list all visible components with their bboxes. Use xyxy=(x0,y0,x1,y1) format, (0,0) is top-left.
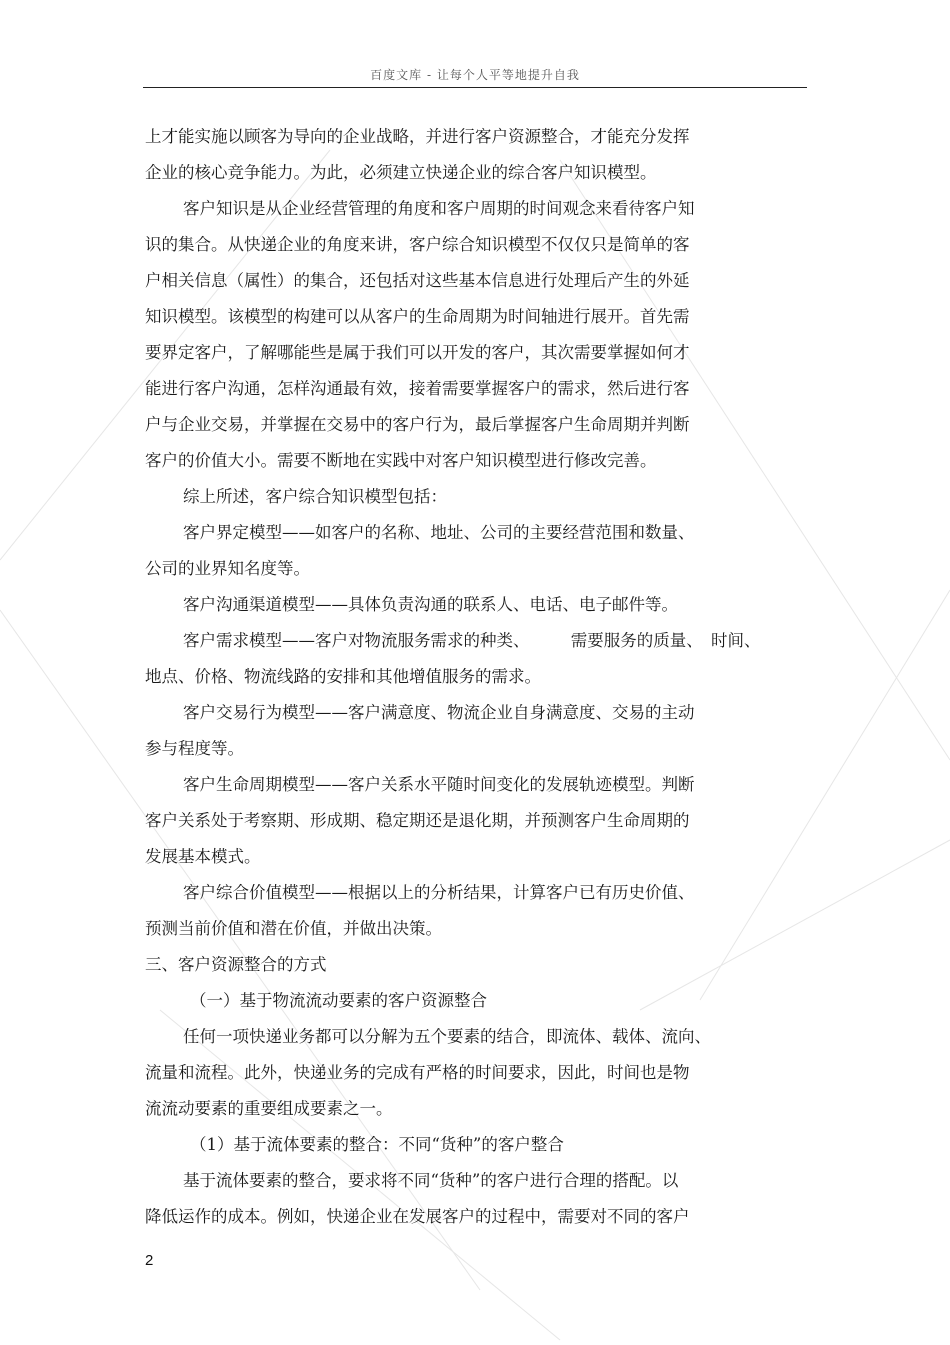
text-line: 综上所述，客户综合知识模型包括： xyxy=(183,487,447,506)
text-line: 企业的核心竞争能力。为此，必须建立快递企业的综合客户知识模型。 xyxy=(145,163,657,182)
text-line: 客户知识是从企业经营管理的角度和客户周期的时间观念来看待客户知 xyxy=(183,199,695,218)
text-line: 客户生命周期模型——客户关系水平随时间变化的发展轨迹模型。判断 xyxy=(183,775,695,794)
page-header: 百度文库 - 让每个人平等地提升自我 xyxy=(370,68,580,82)
text-line: 基于流体要素的整合，要求将不同“货种”的客户进行合理的搭配。以 xyxy=(183,1171,679,1190)
text-line: 能进行客户沟通，怎样沟通最有效，接着需要掌握客户的需求，然后进行客 xyxy=(145,379,690,398)
text-line: 识的集合。从快递企业的角度来讲，客户综合知识模型不仅仅只是简单的客 xyxy=(145,235,690,254)
text-line: 地点、价格、物流线路的安排和其他增值服务的需求。 xyxy=(145,667,541,686)
text-line: 户与企业交易，并掌握在交易中的客户行为，最后掌握客户生命周期并判断 xyxy=(145,415,690,434)
text-line: 客户界定模型——如客户的名称、地址、公司的主要经营范围和数量、 xyxy=(183,523,695,542)
text-line: 预测当前价值和潜在价值，并做出决策。 xyxy=(145,919,442,938)
text-line: 发展基本模式。 xyxy=(145,847,261,866)
text-line: 上才能实施以顾客为导向的企业战略，并进行客户资源整合，才能充分发挥 xyxy=(145,127,690,146)
text-line: 任何一项快递业务都可以分解为五个要素的结合，即流体、载体、流向、 xyxy=(183,1027,711,1046)
header-rule xyxy=(143,87,807,88)
text-line: 客户综合价值模型——根据以上的分析结果，计算客户已有历史价值、 xyxy=(183,883,695,902)
text-line: 知识模型。该模型的构建可以从客户的生命周期为时间轴进行展开。首先需 xyxy=(145,307,690,326)
text-line: 要界定客户，了解哪能些是属于我们可以开发的客户，其次需要掌握如何才 xyxy=(145,343,690,362)
page-number: 2 xyxy=(145,1252,154,1269)
text-line: 客户的价值大小。需要不断地在实践中对客户知识模型进行修改完善。 xyxy=(145,451,657,470)
text-line: 参与程度等。 xyxy=(145,739,244,758)
text-line: 流量和流程。此外，快递业务的完成有严格的时间要求，因此，时间也是物 xyxy=(145,1063,690,1082)
text-line: 流流动要素的重要组成要素之一。 xyxy=(145,1099,393,1118)
text-line: 客户交易行为模型——客户满意度、物流企业自身满意度、交易的主动 xyxy=(183,703,695,722)
text-line: 客户沟通渠道模型——具体负责沟通的联系人、电话、电子邮件等。 xyxy=(183,595,678,614)
text-line: 公司的业界知名度等。 xyxy=(145,559,310,578)
text-line: 客户关系处于考察期、形成期、稳定期还是退化期，并预测客户生命周期的 xyxy=(145,811,690,830)
section-heading: 三、客户资源整合的方式 xyxy=(145,955,327,974)
text-line: 户相关信息（属性）的集合，还包括对这些基本信息进行处理后产生的外延 xyxy=(145,271,690,290)
text-line: 客户需求模型——客户对物流服务需求的种类、 需要服务的质量、 时间、 xyxy=(183,631,761,650)
subsection-heading: （一）基于物流流动要素的客户资源整合 xyxy=(190,991,487,1010)
text-line: 降低运作的成本。例如，快递企业在发展客户的过程中，需要对不同的客户 xyxy=(145,1207,690,1226)
subsection-heading: （1）基于流体要素的整合：不同“货种”的客户整合 xyxy=(190,1135,564,1154)
